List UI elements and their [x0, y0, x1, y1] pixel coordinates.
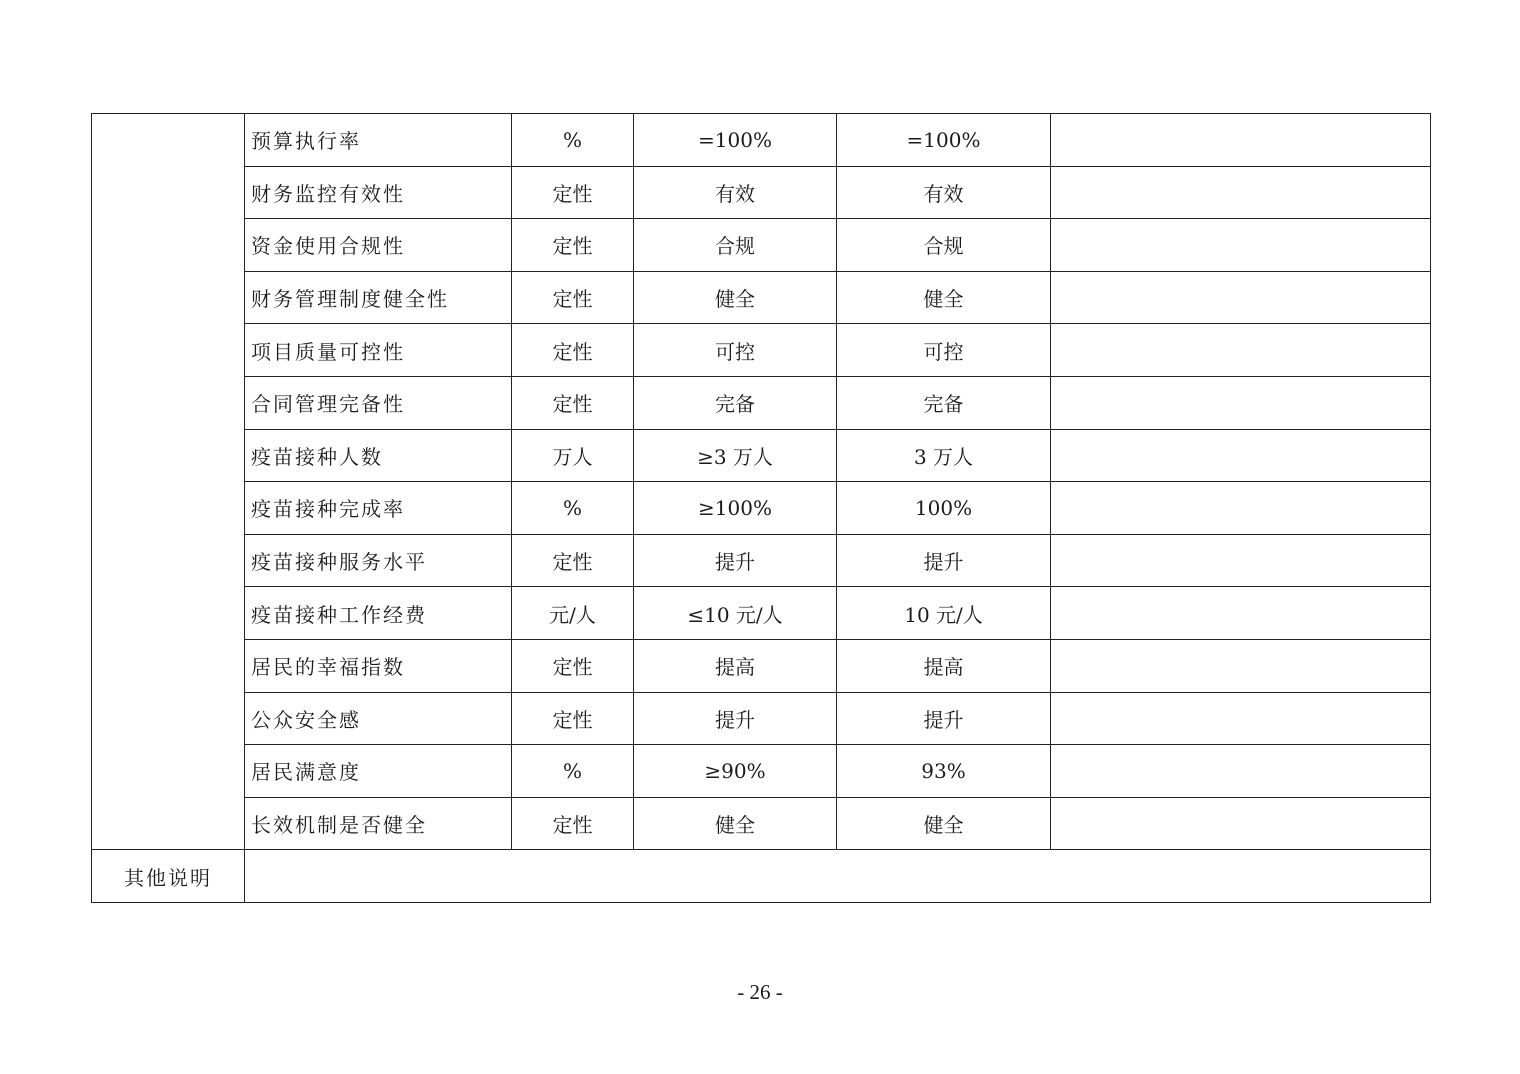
indicator-table	[91, 113, 1431, 903]
indicator-name-cell: 合同管理完备性	[245, 376, 512, 429]
unit-cell: 定性	[512, 166, 634, 219]
indicator-name-cell: 疫苗接种完成率	[245, 482, 512, 535]
target-cell: ≥100%	[634, 482, 837, 535]
remark-cell	[1051, 219, 1431, 272]
remark-cell	[1051, 376, 1431, 429]
page-number: - 26 -	[737, 980, 783, 1004]
actual-cell: 提升	[837, 692, 1051, 745]
unit-cell: %	[512, 482, 634, 535]
unit-cell: 定性	[512, 692, 634, 745]
unit-cell: 定性	[512, 271, 634, 324]
actual-cell: 健全	[837, 271, 1051, 324]
actual-cell: 合规	[837, 219, 1051, 272]
actual-cell: 可控	[837, 324, 1051, 377]
target-cell: =100%	[634, 114, 837, 167]
target-cell: 可控	[634, 324, 837, 377]
table-row	[92, 797, 1431, 850]
remark-cell	[1051, 587, 1431, 640]
indicator-name-cell: 疫苗接种工作经费	[245, 587, 512, 640]
unit-cell: %	[512, 114, 634, 167]
table-row	[92, 429, 1431, 482]
unit-cell: 定性	[512, 797, 634, 850]
target-cell: 提升	[634, 692, 837, 745]
actual-cell: 3 万人	[837, 429, 1051, 482]
indicator-name-cell: 居民的幸福指数	[245, 639, 512, 692]
target-cell: 完备	[634, 376, 837, 429]
table-row	[92, 639, 1431, 692]
actual-cell: 完备	[837, 376, 1051, 429]
remark-cell	[1051, 166, 1431, 219]
table-row	[92, 166, 1431, 219]
remark-cell	[1051, 271, 1431, 324]
unit-cell: 定性	[512, 639, 634, 692]
target-cell: 提升	[634, 534, 837, 587]
actual-cell: =100%	[837, 114, 1051, 167]
actual-cell: 10 元/人	[837, 587, 1051, 640]
table-row	[92, 482, 1431, 535]
target-cell: 有效	[634, 166, 837, 219]
other-notes-row	[92, 850, 1431, 903]
table-row	[92, 271, 1431, 324]
category-cell-blank	[92, 114, 245, 850]
table-row	[92, 324, 1431, 377]
remark-cell	[1051, 482, 1431, 535]
actual-cell: 提升	[837, 534, 1051, 587]
unit-cell: 定性	[512, 534, 634, 587]
table-row	[92, 692, 1431, 745]
table-row	[92, 587, 1431, 640]
indicator-name-cell: 项目质量可控性	[245, 324, 512, 377]
indicator-name-cell: 财务监控有效性	[245, 166, 512, 219]
indicator-name-cell: 长效机制是否健全	[245, 797, 512, 850]
unit-cell: 定性	[512, 219, 634, 272]
table-row	[92, 745, 1431, 798]
actual-cell: 健全	[837, 797, 1051, 850]
unit-cell: 定性	[512, 376, 634, 429]
unit-cell: %	[512, 745, 634, 798]
actual-cell: 有效	[837, 166, 1051, 219]
unit-cell: 万人	[512, 429, 634, 482]
target-cell: 健全	[634, 797, 837, 850]
remark-cell	[1051, 639, 1431, 692]
remark-cell	[1051, 114, 1431, 167]
unit-cell: 元/人	[512, 587, 634, 640]
table-row	[92, 219, 1431, 272]
table-row	[92, 376, 1431, 429]
remark-cell	[1051, 534, 1431, 587]
actual-cell: 93%	[837, 745, 1051, 798]
indicator-name-cell: 居民满意度	[245, 745, 512, 798]
target-cell: 健全	[634, 271, 837, 324]
indicator-name-cell: 疫苗接种人数	[245, 429, 512, 482]
unit-cell: 定性	[512, 324, 634, 377]
other-notes-content	[245, 850, 1431, 903]
table-row	[92, 534, 1431, 587]
remark-cell	[1051, 429, 1431, 482]
table-row	[92, 114, 1431, 167]
target-cell: ≤10 元/人	[634, 587, 837, 640]
remark-cell	[1051, 745, 1431, 798]
table-body	[92, 114, 1431, 903]
indicator-name-cell: 预算执行率	[245, 114, 512, 167]
remark-cell	[1051, 692, 1431, 745]
target-cell: ≥3 万人	[634, 429, 837, 482]
actual-cell: 100%	[837, 482, 1051, 535]
actual-cell: 提高	[837, 639, 1051, 692]
indicator-name-cell: 公众安全感	[245, 692, 512, 745]
target-cell: 提高	[634, 639, 837, 692]
other-notes-label: 其他说明	[92, 850, 245, 903]
remark-cell	[1051, 797, 1431, 850]
remark-cell	[1051, 324, 1431, 377]
indicator-name-cell: 财务管理制度健全性	[245, 271, 512, 324]
target-cell: ≥90%	[634, 745, 837, 798]
indicator-name-cell: 疫苗接种服务水平	[245, 534, 512, 587]
indicator-name-cell: 资金使用合规性	[245, 219, 512, 272]
target-cell: 合规	[634, 219, 837, 272]
